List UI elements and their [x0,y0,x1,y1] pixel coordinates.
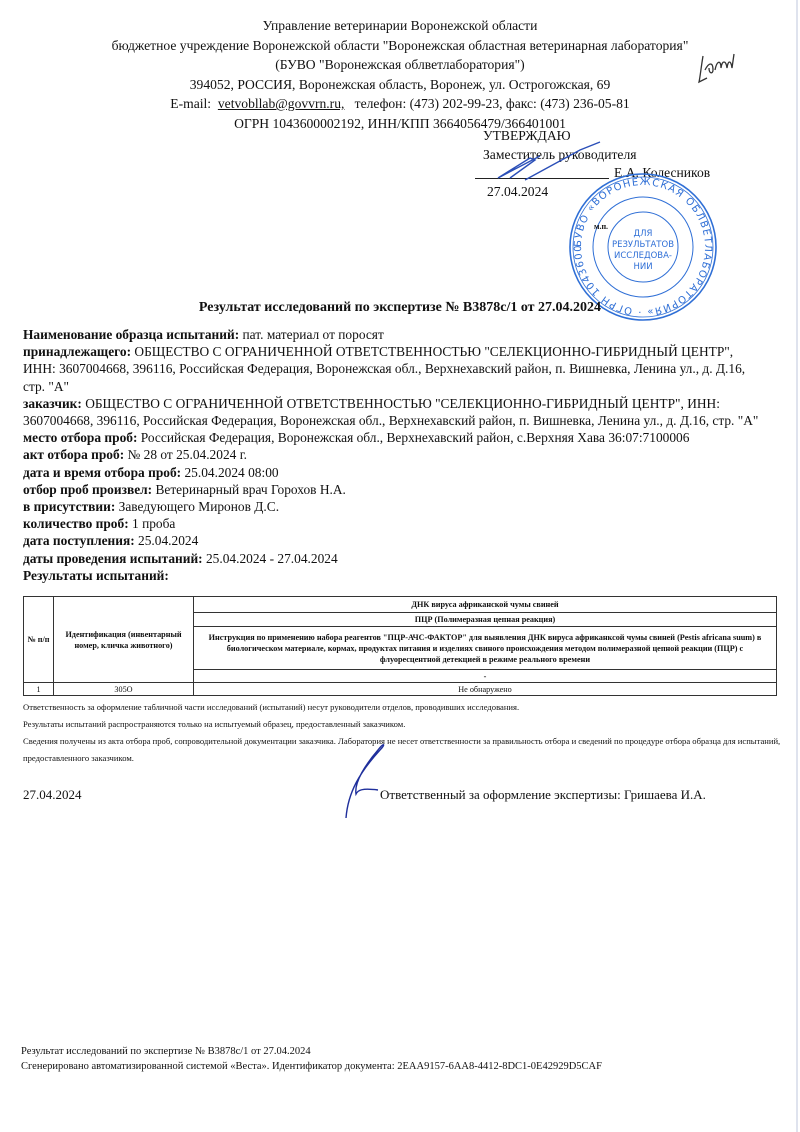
field-sampling-act: акт отбора проб: № 28 от 25.04.2024 г. [23,447,248,463]
page-edge [796,0,798,1132]
header-org-short: (БУВО "Воронежская облветлаборатория") [275,57,525,72]
approver-position: Заместитель руководителя [483,147,637,162]
note-scope: Результаты испытаний распространяются только на испытуемый образец, предоставленный заказчиком. [23,719,406,729]
instruction-header: Инструкция по применению набора реагентов "ПЦР-АЧС-ФАКТОР" для выявления ДНК вируса африканксой чумы свиней (Pestis africana suum) в биологическом материале, кормах, продуктах питания и изделиях свиного происхождения методом полимеразной цепной реакции (ПЦР) с флуоресцентной детекцией в режиме реального времени [194,627,777,670]
svg-text:БУВО «ВОРОНЕЖСКАЯ ОБЛВЕТЛАБОРА: БУВО «ВОРОНЕЖСКАЯ ОБЛВЕТЛАБОРАТОРИЯ» · ОГРН 1043600002192 · ИНН 3664056479 [563,164,714,318]
field-test-dates: даты проведения испытаний: 25.04.2024 - 27.04.2024 [23,550,338,566]
row-id: 305О [54,683,194,696]
field-owner: принадлежащего: ОБЩЕСТВО С ОГРАНИЧЕННОЙ ОТВЕТСТВЕННОСТЬЮ "СЕЛЕКЦИОННО-ГИБРИДНЫЙ ЦЕНТР", ИНН: 3607004668, 396116, Российская Федерация, Воронежская обл., Верхнехавский район, п. Вишневка, Ленина ул., д. Д.16, стр. "А" [23,344,746,394]
document-title: Результат исследований по экспертизе № В3878с/1 от 27.04.2024 [198,300,602,315]
field-sampling-datetime: дата и время отбора проб: 25.04.2024 08:00 [23,464,279,480]
units-header: - [194,670,777,683]
header-org-full: бюджетное учреждение Воронежской области "Воронежская областная ветеринарная лаборатория" [111,37,689,53]
initials-signature-icon [695,48,755,88]
field-customer: заказчик: ОБЩЕСТВО С ОГРАНИЧЕННОЙ ОТВЕТСТВЕННОСТЬЮ "СЕЛЕКЦИОННО-ГИБРИДНЫЙ ЦЕНТР", ИНН: 3607004668, 396116, Российская Федерация, Воронежская обл., Верхнехавский район, п. Вишневка, Ленина ул., д. Д.16, стр. "А" [23,395,759,429]
page-footer [21,1044,602,1074]
email-label: E-mail: [170,96,212,111]
signoff-date: 27.04.2024 [23,787,82,802]
col-header-identification: Идентификация (инвентарный номер, кличка животного) [54,597,194,683]
disclaimer-notes [23,699,793,767]
field-results-heading: Результаты испытаний: [23,567,169,583]
email-link[interactable]: vetvobllab@govvrn.ru, [217,96,345,111]
field-received-date: дата поступления: 25.04.2024 [23,533,199,549]
note-source: Сведения получены из акта отбора проб, сопроводительной документации заказчика. Лаборатория не несет ответственности за правильность отбора и сведений по процедуре отбора образца для испытаний, предоставленного заказчиком. [23,736,781,763]
footer-doc-ref: Результат исследований по экспертизе № В3878с/1 от 27.04.2024 [21,1046,311,1057]
header-contacts [0,94,800,114]
field-sample-count: количество проб: 1 проба [23,516,176,532]
approval-date: 27.04.2024 [487,184,549,199]
approver-name: Е.А. Колесников [614,165,711,180]
stamp-place-label: м.п. [594,222,609,231]
field-sampling-place: место отбора проб: Российская Федерация, Воронежская обл., Верхнехавский район, с.Верхняя Хава 36:07:7100006 [23,430,690,446]
field-witness: в присутствии: Заведующего Миронов Д.С. [23,499,280,515]
field-sample-name: Наименование образца испытаний: пат. материал от поросят [23,327,384,342]
results-table [23,596,777,696]
row-num: 1 [24,683,54,696]
field-sampler: отбор проб произвел: Ветеринарный врач Горохов Н.А. [23,481,346,497]
responsible-person: Ответственный за оформление экспертизы: Гришаева И.А. [380,787,706,802]
row-result: Не обнаружено [194,683,777,696]
table-row [24,683,777,696]
header-ministry: Управление ветеринарии Воронежской области [262,18,538,33]
approve-label: УТВЕРЖДАЮ [483,128,571,143]
sample-details [23,326,763,584]
note-responsibility: Ответственность за оформление табличной части исследований (испытаний) несут руководители отделов, проводивших исследования. [23,702,520,712]
letterhead [0,16,800,133]
svg-text:ИССЛЕДОВА-: ИССЛЕДОВА- [613,251,673,261]
indicator-header: ДНК вируса африканской чумы свиней [194,597,777,613]
phones: телефон: (473) 202-99-23, факс: (473) 236-05-81 [354,96,630,111]
header-address: 394052, РОССИЯ, Воронежская область, Воронеж, ул. Острогожская, 69 [189,76,611,92]
header-registration: ОГРН 1043600002192, ИНН/КПП 3664056479/366401001 [234,115,566,131]
footer-generated: Сгенерировано автоматизированной системой «Веста». Идентификатор документа: 2EAA9157-6AA8-4412-8DC1-0E42929D5CAF [21,1061,602,1072]
method-header: ПЦР (Полимеразная цепная реакция) [194,613,777,627]
svg-text:РЕЗУЛЬТАТОВ: РЕЗУЛЬТАТОВ [611,240,675,250]
svg-text:НИИ: НИИ [633,262,653,272]
svg-text:ДЛЯ: ДЛЯ [633,229,653,239]
col-header-num: № п/п [24,597,54,683]
responsible-signature-icon [340,742,390,820]
